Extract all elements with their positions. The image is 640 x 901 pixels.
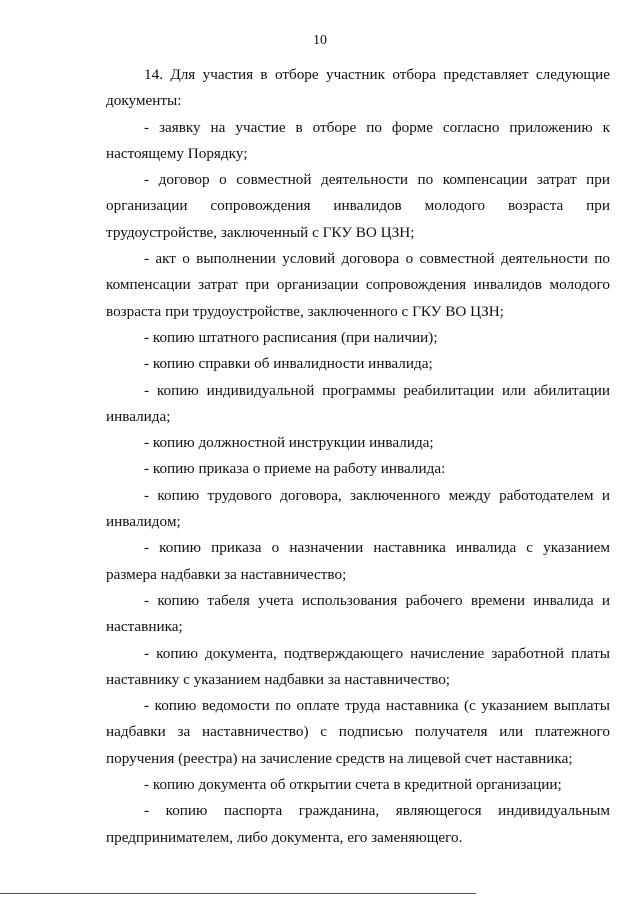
paragraph-intro: 14. Для участия в отборе участник отбора представляет следующие документы: (106, 66, 610, 110)
footer-divider (0, 893, 476, 894)
list-item-payroll-statement: - копию ведомости по оплате труда наставника (с указанием выплаты надбавки за наставничество) с подписью получателя или платежного поручения (реестра) на зачисление средств на лицевой счет наставника; (106, 697, 610, 767)
list-item-passport: - копию паспорта гражданина, являющегося индивидуальным предпринимателем, либо документа, его заменяющего. (106, 802, 610, 846)
list-item-act: - акт о выполнении условий договора о совместной деятельности по компенсации затрат при организации сопровождения инвалидов молодого возраста при трудоустройстве, заключенного с ГКУ ВО ЦЗН; (106, 250, 610, 320)
list-item-job-description: - копию должностной инструкции инвалида; (144, 434, 434, 452)
list-item-bank-account: - копию документа об открытии счета в кредитной организации; (144, 776, 562, 794)
document-body (106, 62, 610, 851)
list-item-staff-schedule: - копию штатного расписания (при наличии); (144, 328, 438, 346)
list-item-mentor-order: - копию приказа о назначении наставника инвалида с указанием размера надбавки за наставничество; (106, 539, 610, 583)
list-item-timesheet: - копию табеля учета использования рабочего времени инвалида и наставника; (106, 591, 610, 636)
list-item-application: - заявку на участие в отборе по форме согласно приложению к настоящему Порядку; (106, 118, 610, 162)
list-item-hiring-order: - копию приказа о приеме на работу инвалида: (144, 460, 446, 478)
list-item-salary-document: - копию документа, подтверждающего начисление заработной платы наставнику с указанием надбавки за наставничество; (106, 644, 610, 688)
list-item-rehabilitation-program: - копию индивидуальной программы реабилитации или абилитации инвалида; (106, 381, 610, 425)
list-item-employment-contract: - копию трудового договора, заключенного между работодателем и инвалидом; (106, 486, 610, 531)
page-number: 10 (313, 33, 327, 48)
list-item-disability-certificate: - копию справки об инвалидности инвалида; (144, 355, 433, 373)
list-item-agreement: - договор о совместной деятельности по компенсации затрат при организации сопровождения инвалидов молодого возраста при трудоустройстве, заключенный с ГКУ ВО ЦЗН; (106, 171, 610, 241)
